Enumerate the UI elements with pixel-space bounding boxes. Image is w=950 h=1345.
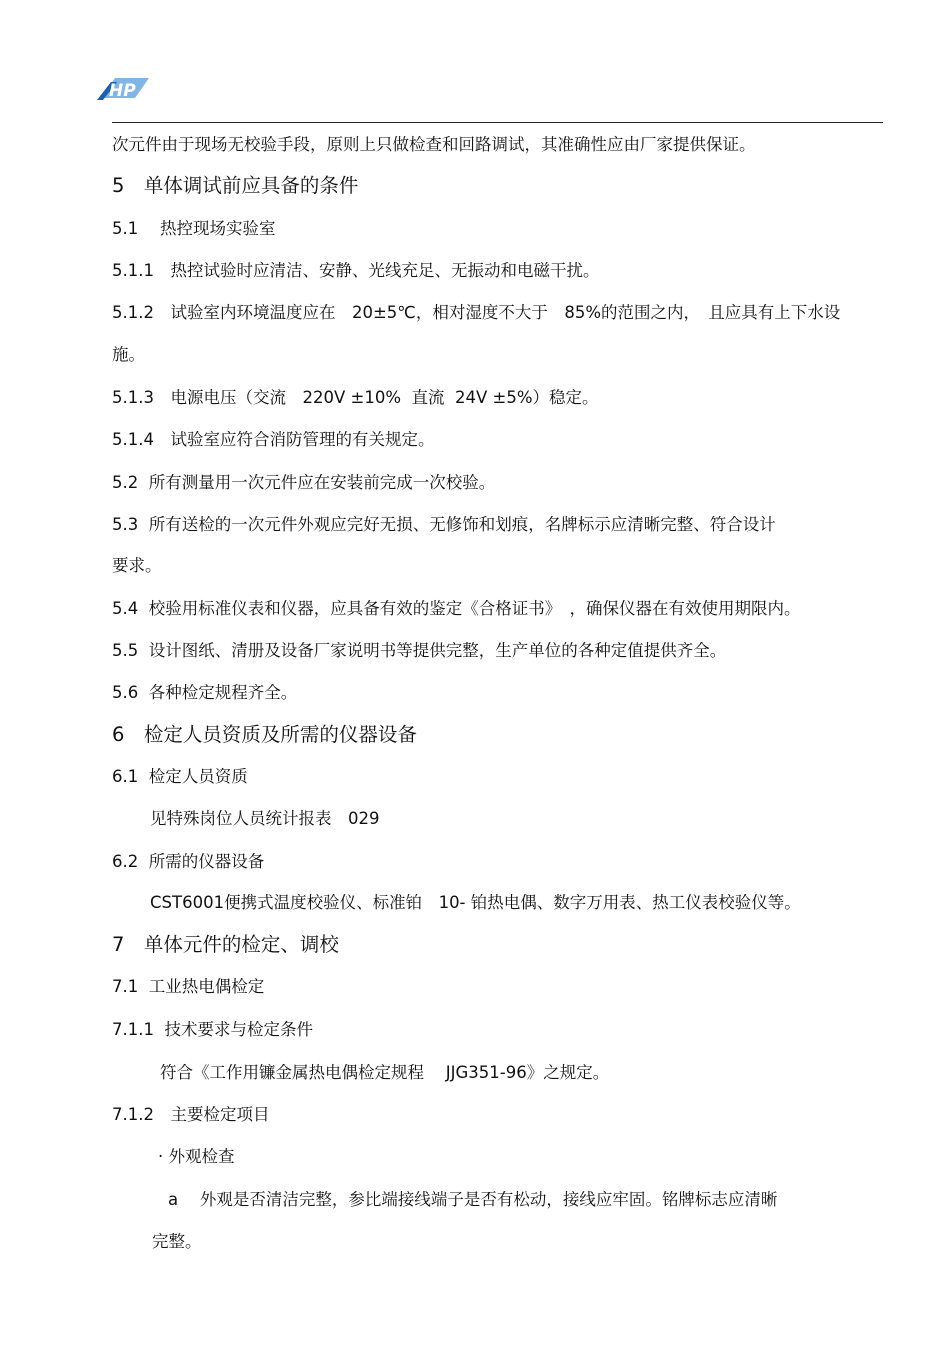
subsection-heading: 7.1.2 主要检定项目 <box>112 1105 270 1124</box>
paragraph-line: 5.1.4 试验室应符合消防管理的有关规定。 <box>112 430 435 449</box>
paragraph-line: 符合《工作用镰金属热电偶检定规程 JJG351-96》之规定。 <box>160 1063 610 1082</box>
subsection-heading: 6.1 检定人员资质 <box>112 767 248 786</box>
paragraph-line: 完整。 <box>152 1232 202 1251</box>
paragraph-line: 5.2 所有测量用一次元件应在安装前完成一次校验。 <box>112 473 496 492</box>
paragraph-line: CST6001便携式温度校验仪、标准铂 10- 铂热电偶、数字万用表、热工仪表校验仪等。 <box>150 893 801 912</box>
paragraph-line: 见特殊岗位人员统计报表 029 <box>150 809 380 828</box>
paragraph-line: 次元件由于现场无校验手段，原则上只做检查和回路调试，其准确性应由厂家提供保证。 <box>112 135 756 154</box>
paragraph-line: 5.1.1 热控试验时应清洁、安静、光线充足、无振动和电磁干扰。 <box>112 261 600 280</box>
section-heading: 6 检定人员资质及所需的仪器设备 <box>112 723 417 746</box>
subsection-heading: 5.1 热控现场实验室 <box>112 219 276 238</box>
section-heading: 5 单体调试前应具备的条件 <box>112 174 359 197</box>
subsection-heading: 7.1 工业热电偶检定 <box>112 977 265 996</box>
bullet-item: · 外观检查 <box>158 1147 235 1166</box>
paragraph-line: a 外观是否清洁完整，参比端接线端子是否有松动，接线应牢固。铭牌标志应清晰 <box>168 1190 778 1209</box>
company-logo <box>95 72 151 102</box>
paragraph-line: 5.5 设计图纸、清册及设备厂家说明书等提供完整，生产单位的各种定值提供齐全。 <box>112 641 727 660</box>
subsection-heading: 6.2 所需的仪器设备 <box>112 852 265 871</box>
header-rule <box>112 122 883 123</box>
section-heading: 7 单体元件的检定、调校 <box>112 933 339 956</box>
paragraph-line: 要求。 <box>112 556 162 575</box>
paragraph-line: 施。 <box>112 345 145 364</box>
logo-text: HP <box>109 81 136 101</box>
subsection-heading: 7.1.1 技术要求与检定条件 <box>112 1020 313 1039</box>
paragraph-line: 5.6 各种检定规程齐全。 <box>112 683 298 702</box>
paragraph-line: 5.4 校验用标准仪表和仪器，应具备有效的鉴定《合格证书》 ，确保仪器在有效使用期限内。 <box>112 599 801 618</box>
paragraph-line: 5.3 所有送检的一次元件外观应完好无损、无修饰和划痕，名牌标示应清晰完整、符合设计 <box>112 515 776 534</box>
paragraph-line: 5.1.2 试验室内环境温度应在 20±5℃，相对湿度不大于 85%的范围之内， 且应具有上下水设 <box>112 303 841 322</box>
paragraph-line: 5.1.3 电源电压（交流 220V ±10% 直流 24V ±5%）稳定。 <box>112 388 599 407</box>
